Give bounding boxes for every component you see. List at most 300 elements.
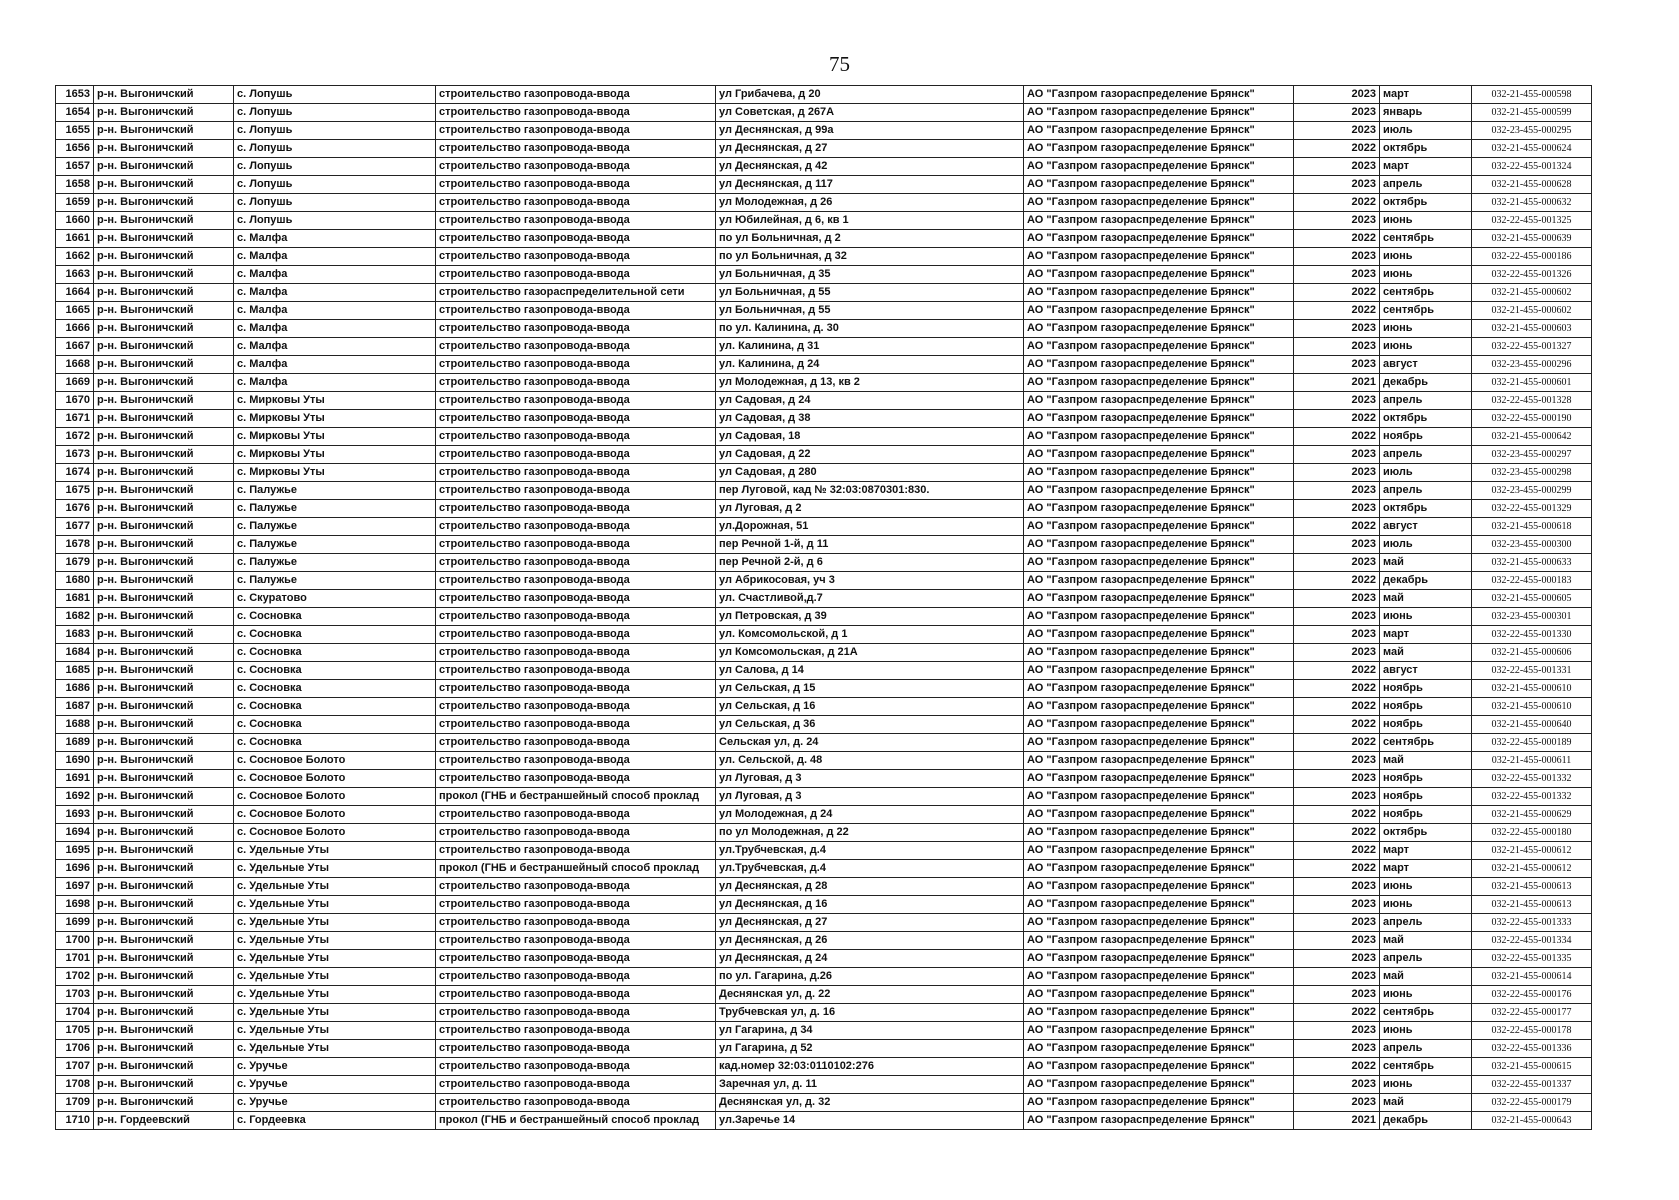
year-cell: 2022 [1294, 662, 1380, 680]
district-name-cell: р-н. Гордеевский [94, 1112, 234, 1130]
month-cell: май [1380, 932, 1472, 950]
settlement-name-cell: с. Удельные Уты [234, 1004, 436, 1022]
row-number-cell: 1695 [56, 842, 94, 860]
settlement-name-cell: с. Лопушь [234, 176, 436, 194]
table-row [56, 464, 1592, 482]
record-code-cell: 032-21-455-000603 [1472, 320, 1592, 338]
work-type-cell: строительство газопровода-ввода [436, 122, 716, 140]
contractor-name-cell: АО "Газпром газораспределение Брянск" [1024, 590, 1294, 608]
work-type-cell: строительство газопровода-ввода [436, 212, 716, 230]
address-cell: Деснянская ул, д. 32 [716, 1094, 1024, 1112]
table-row [56, 860, 1592, 878]
settlement-name-cell: с. Удельные Уты [234, 986, 436, 1004]
contractor-name-cell: АО "Газпром газораспределение Брянск" [1024, 572, 1294, 590]
settlement-name-cell: с. Сосновка [234, 716, 436, 734]
row-number-cell: 1706 [56, 1040, 94, 1058]
work-type-cell: строительство газопровода-ввода [436, 536, 716, 554]
table-row [56, 554, 1592, 572]
row-number-cell: 1698 [56, 896, 94, 914]
address-cell: ул Деснянская, д 16 [716, 896, 1024, 914]
year-cell: 2023 [1294, 86, 1380, 104]
work-type-cell: строительство газопровода-ввода [436, 626, 716, 644]
work-type-cell: строительство газопровода-ввода [436, 1058, 716, 1076]
address-cell: ул Сельская, д 16 [716, 698, 1024, 716]
record-code-cell: 032-22-455-000177 [1472, 1004, 1592, 1022]
address-cell: Заречная ул, д. 11 [716, 1076, 1024, 1094]
row-number-cell: 1703 [56, 986, 94, 1004]
address-cell: ул Сельская, д 15 [716, 680, 1024, 698]
settlement-name-cell: с. Сосновка [234, 680, 436, 698]
table-row [56, 428, 1592, 446]
table-row [56, 284, 1592, 302]
year-cell: 2023 [1294, 320, 1380, 338]
address-cell: ул Юбилейная, д 6, кв 1 [716, 212, 1024, 230]
year-cell: 2023 [1294, 554, 1380, 572]
month-cell: ноябрь [1380, 716, 1472, 734]
address-cell: по ул. Калинина, д. 30 [716, 320, 1024, 338]
district-name-cell: р-н. Выгоничский [94, 716, 234, 734]
year-cell: 2023 [1294, 446, 1380, 464]
district-name-cell: р-н. Выгоничский [94, 824, 234, 842]
table-row [56, 1094, 1592, 1112]
contractor-name-cell: АО "Газпром газораспределение Брянск" [1024, 248, 1294, 266]
table-row [56, 1022, 1592, 1040]
record-code-cell: 032-22-455-000190 [1472, 410, 1592, 428]
address-cell: ул Гагарина, д 52 [716, 1040, 1024, 1058]
contractor-name-cell: АО "Газпром газораспределение Брянск" [1024, 410, 1294, 428]
record-code-cell: 032-21-455-000612 [1472, 860, 1592, 878]
record-code-cell: 032-21-455-000611 [1472, 752, 1592, 770]
work-type-cell: строительство газопровода-ввода [436, 698, 716, 716]
settlement-name-cell: с. Малфа [234, 284, 436, 302]
month-cell: апрель [1380, 392, 1472, 410]
address-cell: пер Речной 1-й, д 11 [716, 536, 1024, 554]
year-cell: 2022 [1294, 680, 1380, 698]
row-number-cell: 1676 [56, 500, 94, 518]
year-cell: 2022 [1294, 698, 1380, 716]
address-cell: ул Молодежная, д 13, кв 2 [716, 374, 1024, 392]
address-cell: ул Деснянская, д 26 [716, 932, 1024, 950]
row-number-cell: 1686 [56, 680, 94, 698]
district-name-cell: р-н. Выгоничский [94, 410, 234, 428]
row-number-cell: 1658 [56, 176, 94, 194]
settlement-name-cell: с. Сосновка [234, 608, 436, 626]
work-type-cell: строительство газопровода-ввода [436, 878, 716, 896]
year-cell: 2022 [1294, 1058, 1380, 1076]
record-code-cell: 032-21-455-000642 [1472, 428, 1592, 446]
district-name-cell: р-н. Выгоничский [94, 1058, 234, 1076]
settlement-name-cell: с. Лопушь [234, 158, 436, 176]
district-name-cell: р-н. Выгоничский [94, 158, 234, 176]
work-type-cell: строительство газопровода-ввода [436, 176, 716, 194]
contractor-name-cell: АО "Газпром газораспределение Брянск" [1024, 878, 1294, 896]
row-number-cell: 1693 [56, 806, 94, 824]
record-code-cell: 032-22-455-001336 [1472, 1040, 1592, 1058]
month-cell: ноябрь [1380, 428, 1472, 446]
work-type-cell: строительство газопровода-ввода [436, 248, 716, 266]
address-cell: пер Луговой, кад № 32:03:0870301:830. [716, 482, 1024, 500]
settlement-name-cell: с. Лопушь [234, 140, 436, 158]
year-cell: 2022 [1294, 824, 1380, 842]
settlement-name-cell: с. Уручье [234, 1058, 436, 1076]
row-number-cell: 1709 [56, 1094, 94, 1112]
address-cell: ул Молодежная, д 24 [716, 806, 1024, 824]
record-code-cell: 032-23-455-000298 [1472, 464, 1592, 482]
row-number-cell: 1668 [56, 356, 94, 374]
contractor-name-cell: АО "Газпром газораспределение Брянск" [1024, 356, 1294, 374]
contractor-name-cell: АО "Газпром газораспределение Брянск" [1024, 1076, 1294, 1094]
settlement-name-cell: с. Малфа [234, 374, 436, 392]
district-name-cell: р-н. Выгоничский [94, 752, 234, 770]
month-cell: ноябрь [1380, 788, 1472, 806]
contractor-name-cell: АО "Газпром газораспределение Брянск" [1024, 914, 1294, 932]
contractor-name-cell: АО "Газпром газораспределение Брянск" [1024, 860, 1294, 878]
table-row [56, 356, 1592, 374]
district-name-cell: р-н. Выгоничский [94, 428, 234, 446]
row-number-cell: 1666 [56, 320, 94, 338]
table-row [56, 446, 1592, 464]
record-code-cell: 032-21-455-000624 [1472, 140, 1592, 158]
record-code-cell: 032-22-455-001333 [1472, 914, 1592, 932]
table-row [56, 320, 1592, 338]
year-cell: 2023 [1294, 338, 1380, 356]
address-cell: ул Больничная, д 55 [716, 284, 1024, 302]
district-name-cell: р-н. Выгоничский [94, 482, 234, 500]
district-name-cell: р-н. Выгоничский [94, 1076, 234, 1094]
address-cell: ул Садовая, д 280 [716, 464, 1024, 482]
work-type-cell: строительство газораспределительной сети [436, 284, 716, 302]
settlement-name-cell: с. Уручье [234, 1094, 436, 1112]
month-cell: июль [1380, 464, 1472, 482]
year-cell: 2022 [1294, 716, 1380, 734]
district-name-cell: р-н. Выгоничский [94, 590, 234, 608]
district-name-cell: р-н. Выгоничский [94, 662, 234, 680]
month-cell: ноябрь [1380, 698, 1472, 716]
address-cell: ул Деснянская, д 27 [716, 140, 1024, 158]
table-row [56, 1004, 1592, 1022]
settlement-name-cell: с. Сосновка [234, 662, 436, 680]
district-name-cell: р-н. Выгоничский [94, 896, 234, 914]
contractor-name-cell: АО "Газпром газораспределение Брянск" [1024, 536, 1294, 554]
contractor-name-cell: АО "Газпром газораспределение Брянск" [1024, 1094, 1294, 1112]
year-cell: 2023 [1294, 176, 1380, 194]
table-row [56, 122, 1592, 140]
record-code-cell: 032-21-455-000612 [1472, 842, 1592, 860]
year-cell: 2023 [1294, 464, 1380, 482]
month-cell: июнь [1380, 320, 1472, 338]
work-type-cell: строительство газопровода-ввода [436, 392, 716, 410]
district-name-cell: р-н. Выгоничский [94, 878, 234, 896]
record-code-cell: 032-23-455-000301 [1472, 608, 1592, 626]
year-cell: 2022 [1294, 140, 1380, 158]
month-cell: июль [1380, 122, 1472, 140]
work-type-cell: строительство газопровода-ввода [436, 842, 716, 860]
record-code-cell: 032-22-455-001327 [1472, 338, 1592, 356]
contractor-name-cell: АО "Газпром газораспределение Брянск" [1024, 770, 1294, 788]
record-code-cell: 032-23-455-000297 [1472, 446, 1592, 464]
work-type-cell: строительство газопровода-ввода [436, 302, 716, 320]
contractor-name-cell: АО "Газпром газораспределение Брянск" [1024, 374, 1294, 392]
record-code-cell: 032-21-455-000598 [1472, 86, 1592, 104]
year-cell: 2023 [1294, 644, 1380, 662]
record-code-cell: 032-21-455-000602 [1472, 284, 1592, 302]
contractor-name-cell: АО "Газпром газораспределение Брянск" [1024, 158, 1294, 176]
month-cell: март [1380, 86, 1472, 104]
address-cell: ул Луговая, д 3 [716, 788, 1024, 806]
address-cell: ул Деснянская, д 24 [716, 950, 1024, 968]
row-number-cell: 1656 [56, 140, 94, 158]
month-cell: декабрь [1380, 572, 1472, 590]
record-code-cell: 032-22-455-001330 [1472, 626, 1592, 644]
settlement-name-cell: с. Скуратово [234, 590, 436, 608]
contractor-name-cell: АО "Газпром газораспределение Брянск" [1024, 554, 1294, 572]
month-cell: ноябрь [1380, 770, 1472, 788]
settlement-name-cell: с. Сосновое Болото [234, 824, 436, 842]
table-row [56, 1076, 1592, 1094]
address-cell: ул Салова, д 14 [716, 662, 1024, 680]
year-cell: 2023 [1294, 968, 1380, 986]
settlement-name-cell: с. Палужье [234, 536, 436, 554]
table-row [56, 734, 1592, 752]
record-code-cell: 032-21-455-000632 [1472, 194, 1592, 212]
address-cell: кад.номер 32:03:0110102:276 [716, 1058, 1024, 1076]
settlement-name-cell: с. Малфа [234, 230, 436, 248]
year-cell: 2023 [1294, 752, 1380, 770]
work-type-cell: строительство газопровода-ввода [436, 734, 716, 752]
work-type-cell: прокол (ГНБ и бестраншейный способ проклад [436, 1112, 716, 1130]
district-name-cell: р-н. Выгоничский [94, 500, 234, 518]
district-name-cell: р-н. Выгоничский [94, 554, 234, 572]
settlement-name-cell: с. Удельные Уты [234, 914, 436, 932]
year-cell: 2023 [1294, 626, 1380, 644]
address-cell: ул Деснянская, д 28 [716, 878, 1024, 896]
table-row [56, 788, 1592, 806]
settlement-name-cell: с. Мирковы Уты [234, 446, 436, 464]
district-name-cell: р-н. Выгоничский [94, 626, 234, 644]
district-name-cell: р-н. Выгоничский [94, 320, 234, 338]
year-cell: 2023 [1294, 914, 1380, 932]
record-code-cell: 032-21-455-000613 [1472, 878, 1592, 896]
row-number-cell: 1667 [56, 338, 94, 356]
settlement-name-cell: с. Малфа [234, 320, 436, 338]
district-name-cell: р-н. Выгоничский [94, 86, 234, 104]
settlement-name-cell: с. Удельные Уты [234, 860, 436, 878]
record-code-cell: 032-22-455-001334 [1472, 932, 1592, 950]
work-type-cell: строительство газопровода-ввода [436, 410, 716, 428]
address-cell: ул Петровская, д 39 [716, 608, 1024, 626]
work-type-cell: строительство газопровода-ввода [436, 518, 716, 536]
month-cell: июль [1380, 536, 1472, 554]
month-cell: август [1380, 662, 1472, 680]
contractor-name-cell: АО "Газпром газораспределение Брянск" [1024, 338, 1294, 356]
month-cell: июнь [1380, 878, 1472, 896]
district-name-cell: р-н. Выгоничский [94, 734, 234, 752]
month-cell: декабрь [1380, 374, 1472, 392]
contractor-name-cell: АО "Газпром газораспределение Брянск" [1024, 446, 1294, 464]
month-cell: апрель [1380, 176, 1472, 194]
contractor-name-cell: АО "Газпром газораспределение Брянск" [1024, 194, 1294, 212]
work-type-cell: строительство газопровода-ввода [436, 266, 716, 284]
work-type-cell: строительство газопровода-ввода [436, 374, 716, 392]
settlement-name-cell: с. Палужье [234, 554, 436, 572]
month-cell: ноябрь [1380, 806, 1472, 824]
record-code-cell: 032-21-455-000610 [1472, 680, 1592, 698]
address-cell: по ул Молодежная, д 22 [716, 824, 1024, 842]
month-cell: июнь [1380, 1076, 1472, 1094]
work-type-cell: строительство газопровода-ввода [436, 914, 716, 932]
work-type-cell: строительство газопровода-ввода [436, 1004, 716, 1022]
month-cell: март [1380, 158, 1472, 176]
work-type-cell: строительство газопровода-ввода [436, 482, 716, 500]
month-cell: октябрь [1380, 140, 1472, 158]
work-type-cell: строительство газопровода-ввода [436, 86, 716, 104]
table-body [56, 86, 1592, 1130]
district-name-cell: р-н. Выгоничский [94, 842, 234, 860]
work-type-cell: строительство газопровода-ввода [436, 428, 716, 446]
settlement-name-cell: с. Мирковы Уты [234, 392, 436, 410]
month-cell: март [1380, 842, 1472, 860]
contractor-name-cell: АО "Газпром газораспределение Брянск" [1024, 950, 1294, 968]
row-number-cell: 1696 [56, 860, 94, 878]
table-row [56, 878, 1592, 896]
record-code-cell: 032-22-455-000179 [1472, 1094, 1592, 1112]
table-row [56, 1040, 1592, 1058]
table-row [56, 140, 1592, 158]
year-cell: 2023 [1294, 500, 1380, 518]
settlement-name-cell: с. Лопушь [234, 212, 436, 230]
work-type-cell: строительство газопровода-ввода [436, 932, 716, 950]
work-type-cell: строительство газопровода-ввода [436, 968, 716, 986]
settlement-name-cell: с. Сосновое Болото [234, 770, 436, 788]
work-type-cell: строительство газопровода-ввода [436, 572, 716, 590]
contractor-name-cell: АО "Газпром газораспределение Брянск" [1024, 986, 1294, 1004]
month-cell: декабрь [1380, 1112, 1472, 1130]
settlement-name-cell: с. Палужье [234, 482, 436, 500]
month-cell: март [1380, 626, 1472, 644]
year-cell: 2023 [1294, 392, 1380, 410]
address-cell: Деснянская ул, д. 22 [716, 986, 1024, 1004]
district-name-cell: р-н. Выгоничский [94, 698, 234, 716]
contractor-name-cell: АО "Газпром газораспределение Брянск" [1024, 1112, 1294, 1130]
contractor-name-cell: АО "Газпром газораспределение Брянск" [1024, 788, 1294, 806]
district-name-cell: р-н. Выгоничский [94, 680, 234, 698]
row-number-cell: 1662 [56, 248, 94, 266]
table-row [56, 1112, 1592, 1130]
year-cell: 2022 [1294, 518, 1380, 536]
record-code-cell: 032-23-455-000295 [1472, 122, 1592, 140]
table-row [56, 806, 1592, 824]
year-cell: 2023 [1294, 590, 1380, 608]
contractor-name-cell: АО "Газпром газораспределение Брянск" [1024, 716, 1294, 734]
year-cell: 2022 [1294, 842, 1380, 860]
month-cell: апрель [1380, 914, 1472, 932]
row-number-cell: 1707 [56, 1058, 94, 1076]
address-cell: ул Деснянская, д 42 [716, 158, 1024, 176]
settlement-name-cell: с. Малфа [234, 338, 436, 356]
month-cell: октябрь [1380, 500, 1472, 518]
settlement-name-cell: с. Удельные Уты [234, 968, 436, 986]
settlement-name-cell: с. Сосновка [234, 644, 436, 662]
address-cell: ул Садовая, д 38 [716, 410, 1024, 428]
record-code-cell: 032-21-455-000602 [1472, 302, 1592, 320]
row-number-cell: 1685 [56, 662, 94, 680]
contractor-name-cell: АО "Газпром газораспределение Брянск" [1024, 806, 1294, 824]
year-cell: 2023 [1294, 158, 1380, 176]
month-cell: сентябрь [1380, 230, 1472, 248]
record-code-cell: 032-21-455-000599 [1472, 104, 1592, 122]
row-number-cell: 1678 [56, 536, 94, 554]
year-cell: 2023 [1294, 878, 1380, 896]
row-number-cell: 1690 [56, 752, 94, 770]
work-type-cell: строительство газопровода-ввода [436, 500, 716, 518]
contractor-name-cell: АО "Газпром газораспределение Брянск" [1024, 734, 1294, 752]
month-cell: апрель [1380, 482, 1472, 500]
record-code-cell: 032-22-455-000180 [1472, 824, 1592, 842]
row-number-cell: 1704 [56, 1004, 94, 1022]
month-cell: сентябрь [1380, 302, 1472, 320]
row-number-cell: 1710 [56, 1112, 94, 1130]
contractor-name-cell: АО "Газпром газораспределение Брянск" [1024, 230, 1294, 248]
district-name-cell: р-н. Выгоничский [94, 230, 234, 248]
address-cell: ул Сельская, д 36 [716, 716, 1024, 734]
settlement-name-cell: с. Лопушь [234, 194, 436, 212]
registry-table [55, 85, 1592, 1130]
work-type-cell: строительство газопровода-ввода [436, 1040, 716, 1058]
year-cell: 2022 [1294, 1004, 1380, 1022]
settlement-name-cell: с. Сосновка [234, 626, 436, 644]
contractor-name-cell: АО "Газпром газораспределение Брянск" [1024, 608, 1294, 626]
month-cell: октябрь [1380, 824, 1472, 842]
row-number-cell: 1681 [56, 590, 94, 608]
table-row [56, 752, 1592, 770]
record-code-cell: 032-21-455-000639 [1472, 230, 1592, 248]
month-cell: июнь [1380, 248, 1472, 266]
settlement-name-cell: с. Сосновое Болото [234, 806, 436, 824]
settlement-name-cell: с. Удельные Уты [234, 878, 436, 896]
year-cell: 2023 [1294, 122, 1380, 140]
record-code-cell: 032-22-455-001326 [1472, 266, 1592, 284]
year-cell: 2023 [1294, 248, 1380, 266]
contractor-name-cell: АО "Газпром газораспределение Брянск" [1024, 392, 1294, 410]
district-name-cell: р-н. Выгоничский [94, 914, 234, 932]
settlement-name-cell: с. Сосновка [234, 734, 436, 752]
work-type-cell: строительство газопровода-ввода [436, 554, 716, 572]
table-row [56, 500, 1592, 518]
settlement-name-cell: с. Палужье [234, 500, 436, 518]
year-cell: 2022 [1294, 428, 1380, 446]
contractor-name-cell: АО "Газпром газораспределение Брянск" [1024, 626, 1294, 644]
year-cell: 2023 [1294, 104, 1380, 122]
month-cell: январь [1380, 104, 1472, 122]
table-row [56, 410, 1592, 428]
row-number-cell: 1664 [56, 284, 94, 302]
row-number-cell: 1684 [56, 644, 94, 662]
year-cell: 2023 [1294, 896, 1380, 914]
month-cell: октябрь [1380, 410, 1472, 428]
month-cell: июнь [1380, 338, 1472, 356]
settlement-name-cell: с. Удельные Уты [234, 1040, 436, 1058]
district-name-cell: р-н. Выгоничский [94, 266, 234, 284]
table-row [56, 248, 1592, 266]
work-type-cell: строительство газопровода-ввода [436, 716, 716, 734]
settlement-name-cell: с. Палужье [234, 518, 436, 536]
address-cell: ул Садовая, 18 [716, 428, 1024, 446]
record-code-cell: 032-22-455-000186 [1472, 248, 1592, 266]
table-row [56, 212, 1592, 230]
work-type-cell: прокол (ГНБ и бестраншейный способ проклад [436, 860, 716, 878]
row-number-cell: 1702 [56, 968, 94, 986]
address-cell: по ул Больничная, д 32 [716, 248, 1024, 266]
